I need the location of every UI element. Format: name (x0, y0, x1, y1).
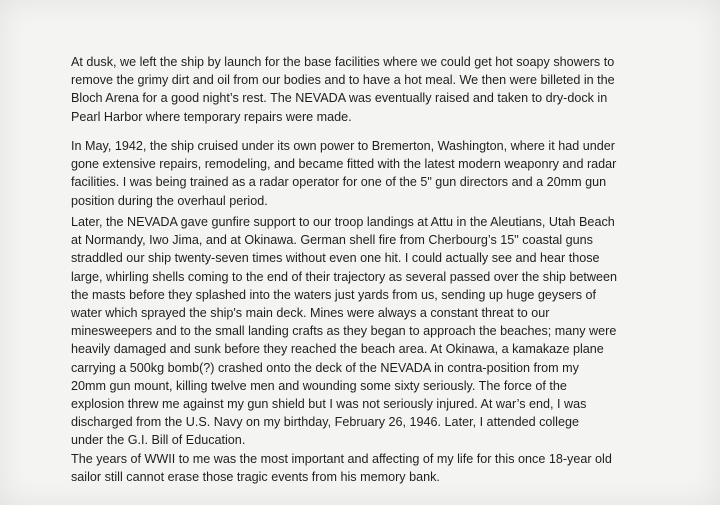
text-line: remove the grimy dirt and oil from our bodies and to have a hot meal. We then were billeted in the (71, 73, 615, 88)
text-line: The years of WWII to me was the most important and affecting of my life for this once 18-year old (71, 451, 612, 466)
text-line: facilities. I was being trained as a radar operator for one of the 5" gun directors and a 20mm gun (71, 175, 607, 190)
text-line: discharged from the U.S. Navy on my birthday, February 26, 1946. Later, I attended college (71, 415, 579, 430)
text-line: heavily damaged and sunk before they reached the beach area. At Okinawa, a kamakaze plane (71, 342, 604, 357)
text-line: Later, the NEVADA gave gunfire support to our troop landings at Attu in the Aleutians, Utah Beach (71, 215, 615, 229)
text-line: gone extensive repairs, remodeling, and became fitted with the latest modern weaponry and radar (71, 157, 617, 172)
text-line: In May, 1942, the ship cruised under its own power to Bremerton, Washington, where it had under (71, 139, 615, 153)
text-line: sailor still cannot erase those tragic events from his memory bank. (71, 469, 440, 484)
text-line: At dusk, we left the ship by launch for the base facilities where we could get hot soapy showers to (71, 55, 615, 69)
paragraph-dusk-leave-ship (71, 53, 681, 126)
text-line: the masts before they splashed into the waters just yards from us, sending up huge geysers of (71, 287, 597, 302)
paragraph-gunfire-support (71, 213, 681, 486)
text-line: under the G.I. Bill of Education. (71, 433, 246, 448)
text-line: explosion threw me against my gun shield but I was not seriously injured. At war’s end, I was (71, 397, 587, 412)
text-line: carrying a 500kg bomb(?) crashed onto the deck of the NEVADA in contra-position from my (71, 360, 579, 375)
text-line: at Normandy, Iwo Jima, and at Okinawa. German shell fire from Cherbourg’s 15" coastal guns (71, 233, 593, 248)
paragraph-may-1942-bremerton (71, 137, 681, 210)
text-line: water which sprayed the ship's main deck. Mines were always a constant threat to our (71, 306, 550, 321)
text-line: position during the overhaul period. (71, 193, 268, 208)
text-line: Pearl Harbor where temporary repairs were made. (71, 109, 352, 124)
text-line: large, whirling shells coming to the end of their trajectory as several passed over the ship between (71, 269, 618, 284)
text-line: straddled our ship twenty-seven times without even one hit. I could actually see and hear those (71, 251, 600, 266)
text-line: 20mm gun mount, killing twelve men and wounding some sixty seriously. The force of the (71, 378, 567, 393)
text-line: minesweepers and to the small landing crafts as they began to approach the beaches; many were (71, 324, 617, 339)
text-line: Bloch Arena for a good night’s rest. The NEVADA was eventually raised and taken to dry-dock in (71, 91, 608, 106)
